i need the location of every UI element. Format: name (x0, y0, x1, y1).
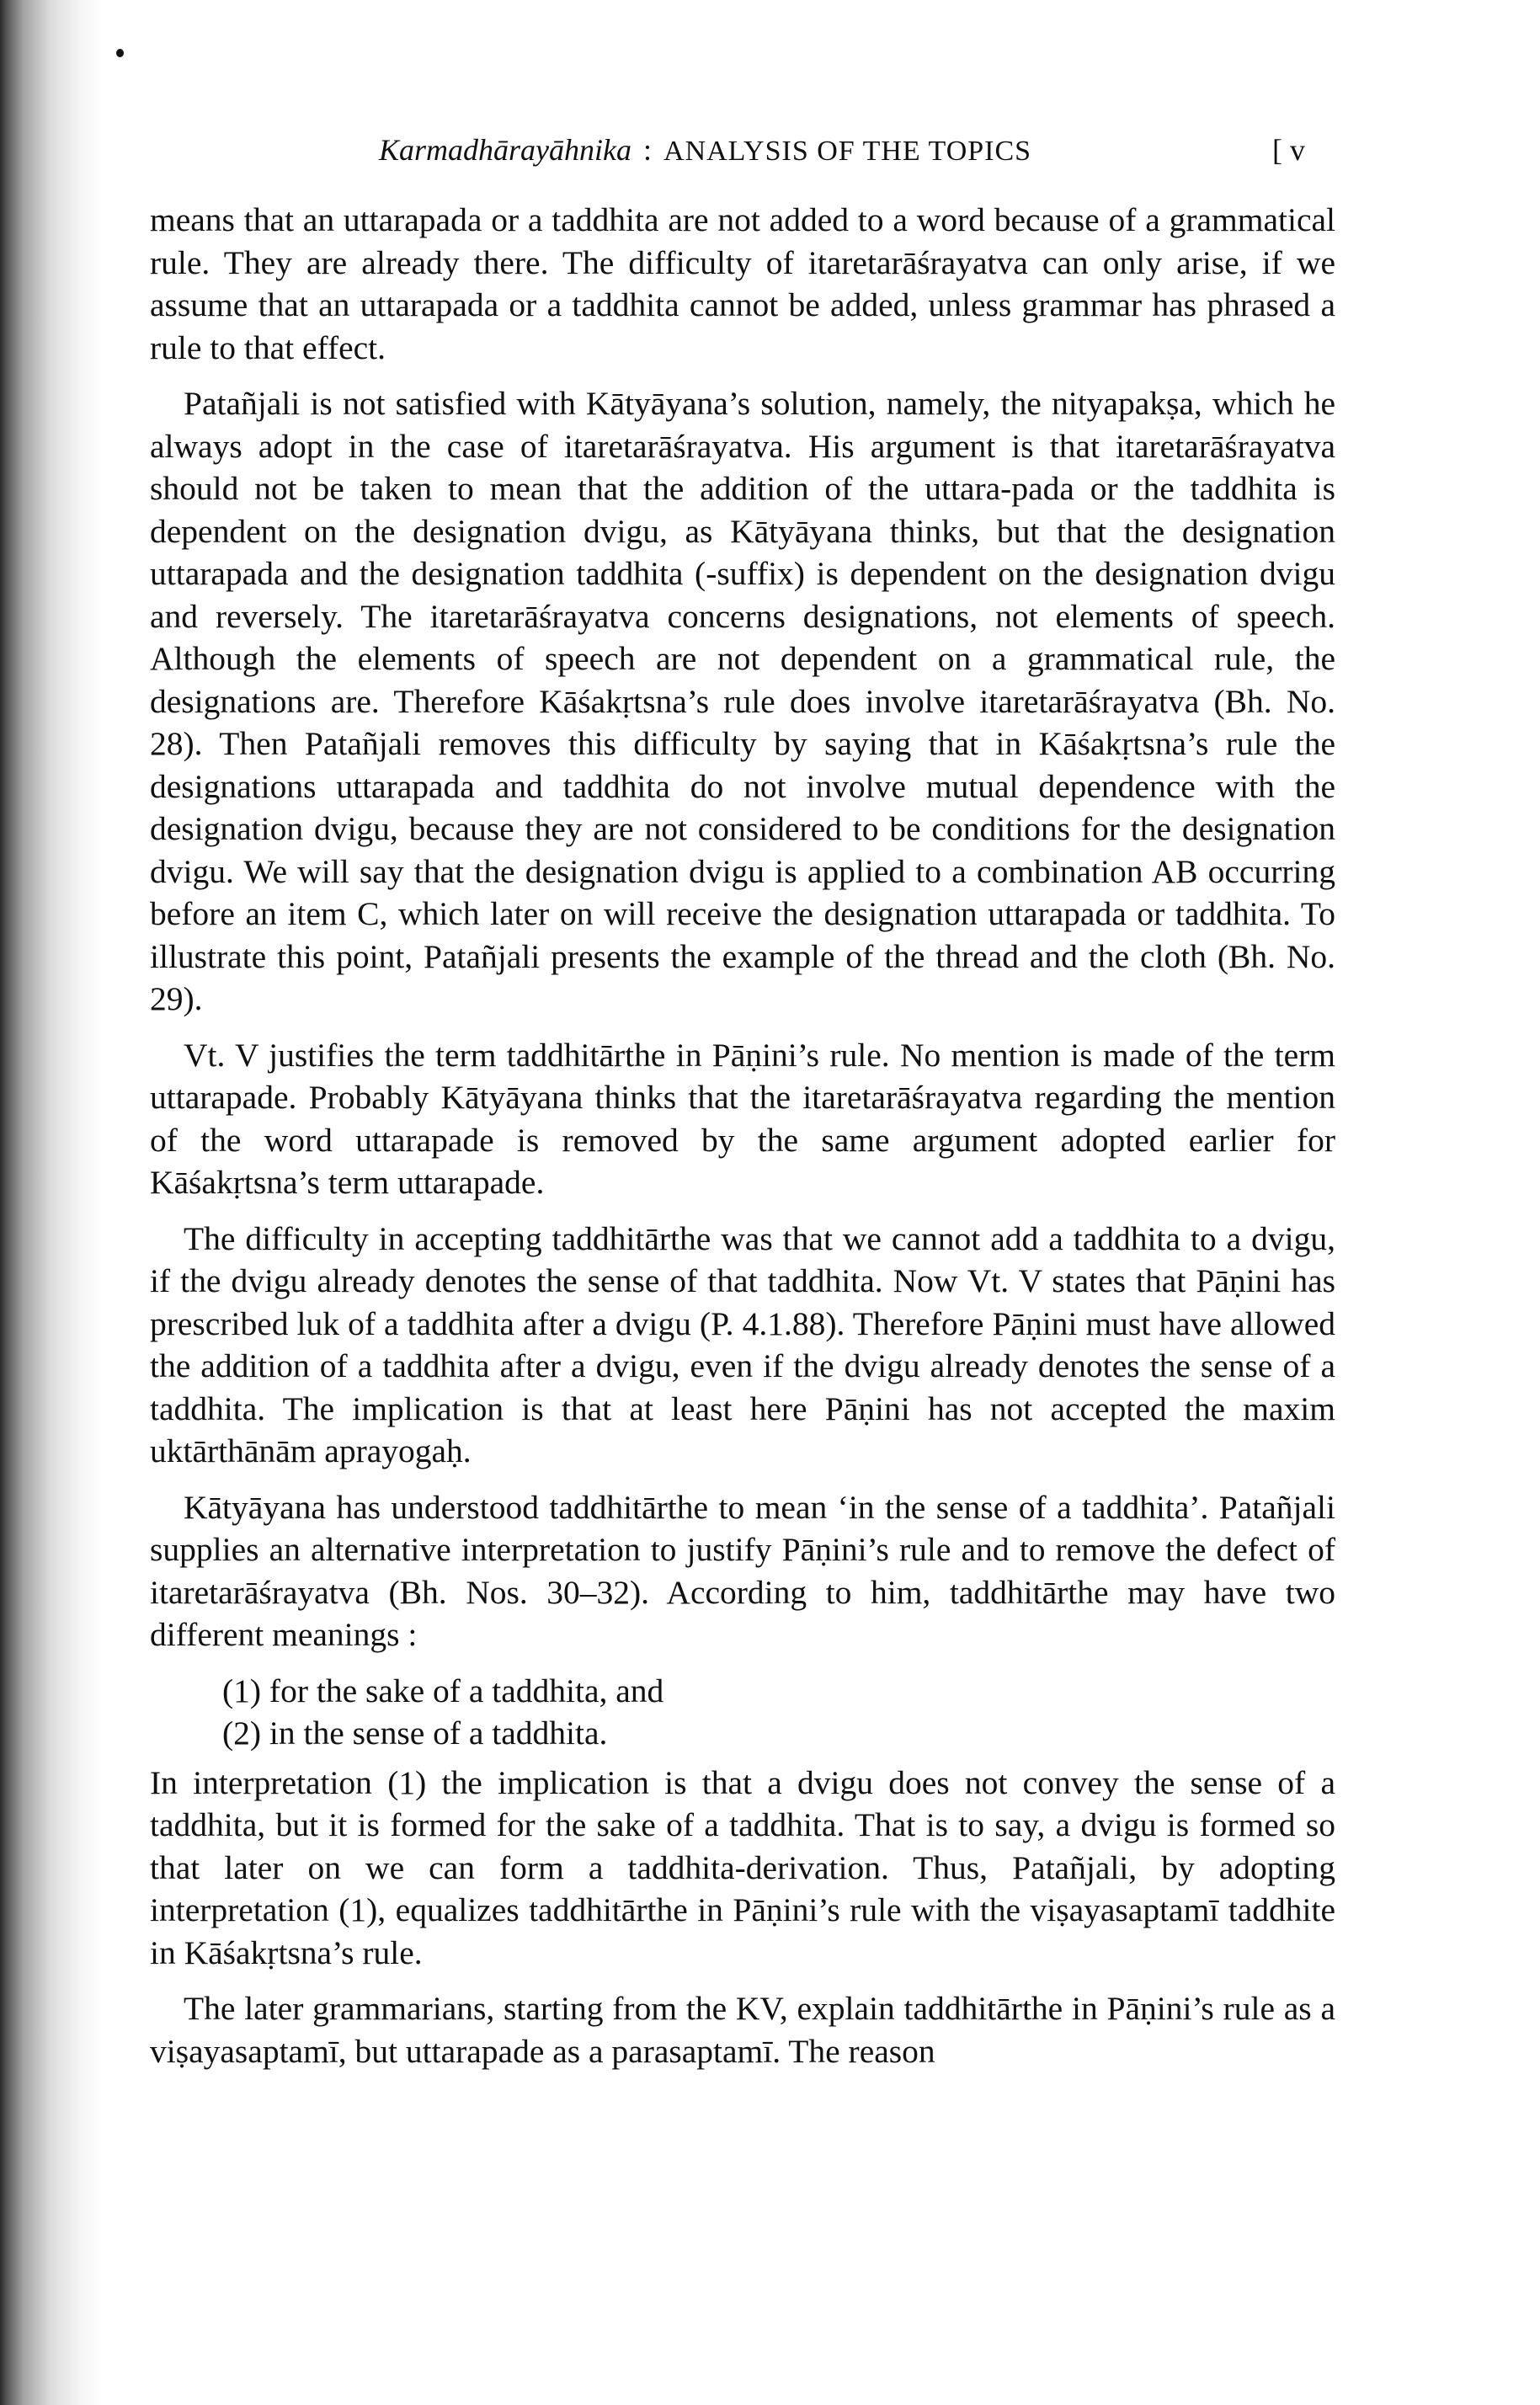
page-number: [ v (1272, 133, 1305, 167)
paragraph-patanjali-solution: Patañjali is not satisfied with Kātyāyana’s solution, namely, the nityapakṣa, which he always adopt in the case of itaretarāśrayatva. His argument is that itaretarāśrayatva should not be taken to mean that the addition of the uttara-pada or the taddhita is dependent on the designation dvigu, as Kātyāyana thinks, but that the designation uttarapada and the designation taddhita (-suffix) is dependent on the designation dvigu and reversely. The itaretarāśrayatva concerns designations, not elements of speech. Although the elements of speech are not dependent on a grammatical rule, the designations are. Therefore Kāśakṛtsna’s rule does involve itaretarāśrayatva (Bh. No. 28). Then Patañjali removes this difficulty by saying that in Kāśakṛtsna’s rule the designations uttarapada and taddhita do not involve mutual dependence with the designation dvigu, because they are not considered to be conditions for the designation dvigu. We will say that the designation dvigu is applied to a combination AB occurring before an item C, which later on will receive the designation uttarapada or taddhita. To illustrate this point, Patañjali presents the example of the thread and the cloth (Bh. No. 29). (150, 385, 1335, 1017)
paragraph-continuation: means that an uttarapada or a taddhita are not added to a word because of a grammatical rule. They are already there. The difficulty of itaretarāśrayatva can only arise, if we assume that an uttarapada or a taddhita cannot be added, unless grammar has phrased a rule to that effect. (150, 201, 1335, 366)
paragraph-vt-v-justification: Vt. V justifies the term taddhitārthe in Pāṇini’s rule. No mention is made of the term uttarapade. Probably Kātyāyana thinks that the itaretarāśrayatva regarding the mention of the word uttarapade is removed by the same argument adopted earlier for Kāśakṛtsna’s term uttarapade. (150, 1036, 1335, 1201)
running-head-separator: : (643, 133, 653, 167)
scan-speck (116, 49, 124, 57)
running-head-topics: ANALYSIS OF THE TOPICS (663, 136, 1032, 167)
meaning-item-1: (1) for the sake of a taddhita, and (222, 1672, 664, 1709)
paragraph-interpretation-one: In interpretation (1) the implication is that a dvigu does not convey the sense of a taddhita, but it is formed for the sake of a taddhita. That is to say, a dvigu is formed so that later on we can form a taddhita-derivation. Thus, Patañjali, by adopting interpretation (1), equalizes taddhitārthe in Pāṇini’s rule with the viṣayasaptamī taddhite in Kāśakṛtsna’s rule. (150, 1763, 1335, 1971)
meaning-item-2: (2) in the sense of a taddhita. (222, 1714, 608, 1752)
paragraph-later-grammarians: The later grammarians, starting from the KV, explain taddhitārthe in Pāṇini’s rule as a viṣayasaptamī, but uttarapade as a parasaptamī. The reason (150, 1990, 1335, 2070)
running-head-title: Karmadhārayāhnika (379, 133, 631, 167)
paragraph-difficulty-taddhitarthe: The difficulty in accepting taddhitārthe was that we cannot add a taddhita to a dvigu, if the dvigu already denotes the sense of that taddhita. Now Vt. V states that Pāṇini has prescribed luk of a taddhita after a dvigu (P. 4.1.88). Therefore Pāṇini must have allowed the addition of a taddhita after a dvigu, even if the dvigu already denotes the sense of a taddhita. The implication is that at least here Pāṇini has not accepted the maxim uktārthānām aprayogaḥ. (150, 1219, 1335, 1469)
paragraph-katyayana-understanding: Kātyāyana has understood taddhitārthe to mean ‘in the sense of a taddhita’. Patañjali supplies an alternative interpretation to justify Pāṇini’s rule and to remove the defect of itaretarāśrayatva (Bh. Nos. 30–32). According to him, taddhitārthe may have two different meanings : (150, 1488, 1335, 1653)
running-head (379, 126, 1322, 173)
scanned-page-edge-shadow (0, 0, 101, 2405)
body-text (150, 199, 1335, 2086)
